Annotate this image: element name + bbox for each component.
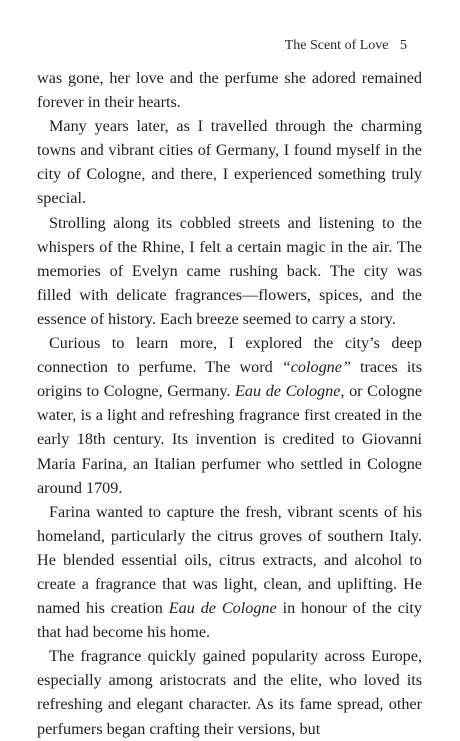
text-run: Many years later, as I travelled through the charming towns and vibrant cities of Germany, I found myself in the city of Cologne, and there, I experienced something truly special. <box>37 117 422 208</box>
text-run: in honour of the city that had become his home. <box>37 599 422 642</box>
italic-term: “cologne” <box>281 358 351 377</box>
text-run: Strolling along its cobbled streets and listening to the whispers of the Rhine, I felt a certain magic in the air. The memories of Evelyn came rushing back. The city was filled with delicate fragrances—flowers, spices, and the essence of history. Each breeze seemed to carry a story. <box>37 213 422 328</box>
italic-term: Eau de Cologne <box>168 599 277 618</box>
paragraph <box>37 500 422 645</box>
page-number: 5 <box>400 38 407 53</box>
paragraph-continued <box>37 66 422 114</box>
paragraph <box>37 114 422 210</box>
text-run: was gone, her love and the perfume she adored remained forever in their hearts. <box>37 69 422 112</box>
text-run: or Cologne water, is a light and refreshing fragrance first created in the early 18th century. Its invention is credited to Giovanni Maria Farina, an Italian perfumer who settled in Cologne around 1709. <box>37 382 422 497</box>
paragraph <box>37 331 422 500</box>
paragraph <box>37 644 422 740</box>
running-head <box>285 37 407 55</box>
paragraph <box>37 211 422 331</box>
running-head-title: The Scent of Love <box>284 38 389 53</box>
text-run: The fragrance quickly gained popularity across Europe, especially among aristocrats and the elite, who loved its refreshing and elegant character. As its fame spread, other perfumers began crafting their versions, but <box>37 647 422 738</box>
body-text <box>37 66 422 741</box>
text-run: Curious to learn more, I explored the city’s deep connection to perfume. The word <box>37 334 422 377</box>
text-run: traces its origins to Cologne, Germany. <box>37 358 422 401</box>
italic-term: Eau de Cologne, <box>235 382 345 401</box>
text-run: Farina wanted to capture the fresh, vibrant scents of his homeland, particularly the citrus groves of southern Italy. He blended essential oils, citrus extracts, and alcohol to create a fragrance that was light, clean, and uplifting. He named his creation <box>37 502 422 618</box>
